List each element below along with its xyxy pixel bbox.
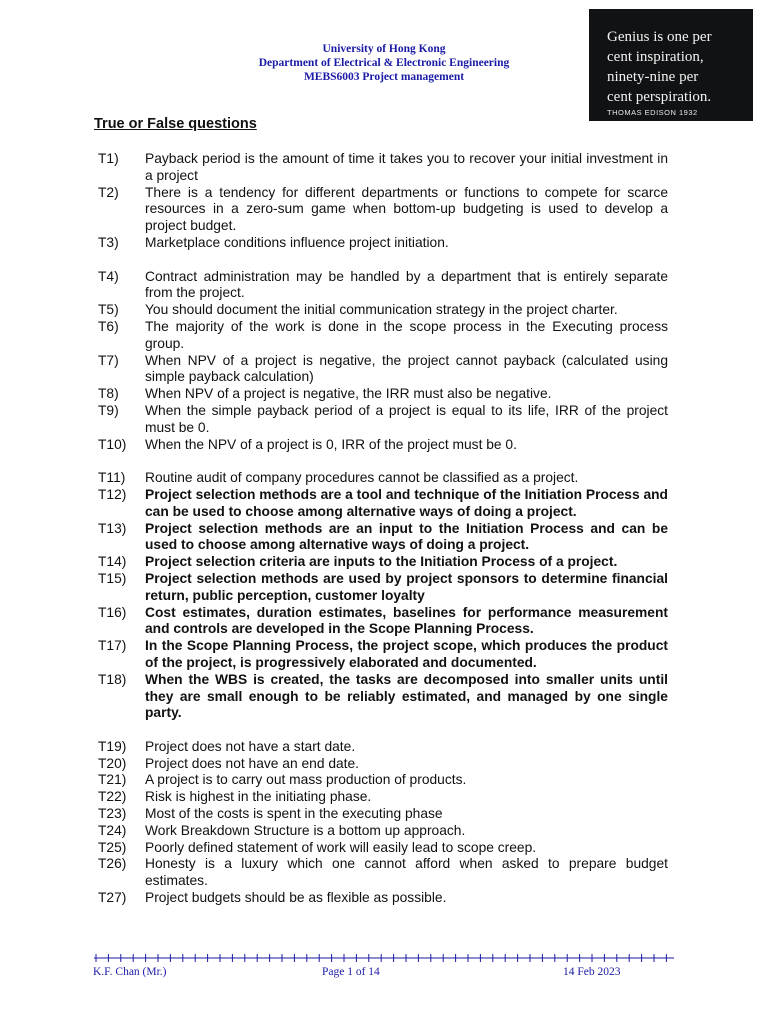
question-item: [98, 638, 668, 672]
question-text: There is a tendency for different departments or functions to compete for scarce resources in a zero-sum game when bottom-up budgeting is used to develop a project budget.: [145, 184, 668, 234]
question-number: T15): [98, 570, 127, 586]
footer-page-number: Page 1 of 14: [322, 966, 380, 978]
question-number: T8): [98, 386, 119, 402]
question-text: Cost estimates, duration estimates, baselines for performance measurement and controls are developed in the Scope Planning Process.: [145, 604, 668, 637]
question-text: Project selection criteria are inputs to the Initiation Process of a project.: [145, 554, 618, 570]
question-text: Routine audit of company procedures cannot be classified as a project.: [145, 470, 579, 486]
question-text: Project selection methods are a tool and technique of the Initiation Process and can be used to choose among alternative ways of doing a project.: [145, 486, 668, 519]
question-number: T19): [98, 738, 127, 754]
question-item: [98, 487, 668, 521]
question-item: [98, 269, 668, 303]
question-item: [98, 840, 668, 857]
footer-author: K.F. Chan (Mr.): [93, 966, 167, 978]
question-item: [98, 386, 668, 403]
question-text: Risk is highest in the initiating phase.: [145, 789, 372, 805]
question-number: T1): [98, 151, 119, 166]
question-text: In the Scope Planning Process, the project scope, which produces the product of the project, is progressively elaborated and documented.: [145, 638, 668, 670]
spacer: [98, 252, 668, 269]
question-number: T21): [98, 772, 127, 788]
question-text: When NPV of a project is negative, the project cannot payback (calculated using simple payback calculation): [145, 352, 668, 385]
question-item: [98, 672, 668, 722]
question-item: [98, 151, 668, 185]
question-number: T18): [98, 671, 127, 687]
question-number: T11): [98, 470, 126, 486]
quote-line: cent inspiration,: [607, 49, 704, 65]
question-number: T16): [98, 604, 127, 620]
question-item: [98, 319, 668, 353]
question-item: [98, 756, 668, 773]
question-text: Most of the costs is spent in the executing phase: [145, 806, 443, 822]
quote-line: cent perspiration.: [607, 89, 712, 105]
question-item: [98, 521, 668, 555]
question-number: T27): [98, 890, 127, 906]
question-number: T4): [98, 268, 119, 284]
question-text: When the simple payback period of a project is equal to its life, IRR of the project must be 0.: [145, 402, 668, 435]
question-text: Project does not have a start date.: [145, 738, 356, 754]
question-item: [98, 772, 668, 789]
question-number: T17): [98, 638, 127, 654]
question-item: [98, 302, 668, 319]
footer-date: 14 Feb 2023: [563, 966, 621, 978]
question-text: You should document the initial communication strategy in the project charter.: [145, 302, 618, 318]
question-item: [98, 739, 668, 756]
section-title: True or False questions: [94, 116, 257, 132]
question-item: [98, 605, 668, 639]
question-item: [98, 856, 668, 890]
question-number: T13): [98, 520, 127, 536]
question-number: T20): [98, 755, 127, 771]
question-text: Marketplace conditions influence project initiation.: [145, 234, 449, 250]
question-number: T6): [98, 318, 119, 334]
quote-line: Genius is one per: [607, 29, 712, 45]
question-text: Contract administration may be handled by a department that is entirely separate from the project.: [145, 268, 668, 301]
quote-text: [607, 27, 747, 107]
quote-image: [589, 9, 753, 121]
question-item: [98, 353, 668, 387]
question-number: T7): [98, 352, 119, 368]
spacer: [98, 722, 668, 739]
question-item: [98, 554, 668, 571]
course-title: MEBS6003 Project management: [303, 71, 465, 83]
question-text: When NPV of a project is negative, the IRR must also be negative.: [145, 386, 552, 402]
question-item: [98, 789, 668, 806]
question-text: A project is to carry out mass production of products.: [145, 772, 467, 788]
question-text: When the NPV of a project is 0, IRR of the project must be 0.: [145, 436, 517, 452]
question-number: T5): [98, 302, 119, 318]
question-number: T22): [98, 789, 127, 805]
question-text: Poorly defined statement of work will easily lead to scope creep.: [145, 839, 537, 855]
question-number: T24): [98, 822, 127, 838]
question-number: T3): [98, 234, 119, 250]
question-number: T14): [98, 554, 127, 570]
question-text: Payback period is the amount of time it takes you to recover your initial investment in a project: [145, 151, 668, 183]
question-list: [98, 151, 668, 907]
question-number: T26): [98, 856, 127, 872]
question-number: T10): [98, 436, 127, 452]
question-text: Project does not have an end date.: [145, 755, 360, 771]
question-item: [98, 571, 668, 605]
question-number: T2): [98, 184, 119, 200]
question-item: [98, 890, 668, 907]
question-text: Project selection methods are an input to the Initiation Process and can be used to choose among alternative ways of doing a project.: [145, 520, 668, 553]
question-item: [98, 403, 668, 437]
question-item: [98, 437, 668, 454]
question-item: [98, 823, 668, 840]
question-number: T25): [98, 839, 127, 855]
question-number: T23): [98, 806, 127, 822]
quote-line: ninety-nine per: [607, 69, 699, 85]
question-text: Project budgets should be as flexible as possible.: [145, 890, 447, 906]
question-number: T9): [98, 402, 119, 418]
question-text: Project selection methods are used by project sponsors to determine financial return, public perception, customer loyalty: [145, 570, 668, 603]
question-item: [98, 235, 668, 252]
question-text: The majority of the work is done in the scope process in the Executing process group.: [145, 318, 668, 351]
question-text: Honesty is a luxury which one cannot afford when asked to prepare budget estimates.: [145, 856, 668, 889]
footer-divider: [94, 952, 674, 964]
question-text: Work Breakdown Structure is a bottom up approach.: [145, 822, 466, 838]
question-text: When the WBS is created, the tasks are decomposed into smaller units until they are small enough to be reliably estimated, and managed by one single party.: [145, 671, 668, 721]
question-item: [98, 470, 668, 487]
question-item: [98, 806, 668, 823]
quote-attribution: THOMAS EDISON 1932: [607, 108, 698, 117]
spacer: [98, 453, 668, 470]
question-number: T12): [98, 486, 127, 502]
university-name: University of Hong Kong: [322, 43, 446, 55]
question-item: [98, 185, 668, 235]
department-name: Department of Electrical & Electronic Engineering: [258, 57, 510, 69]
